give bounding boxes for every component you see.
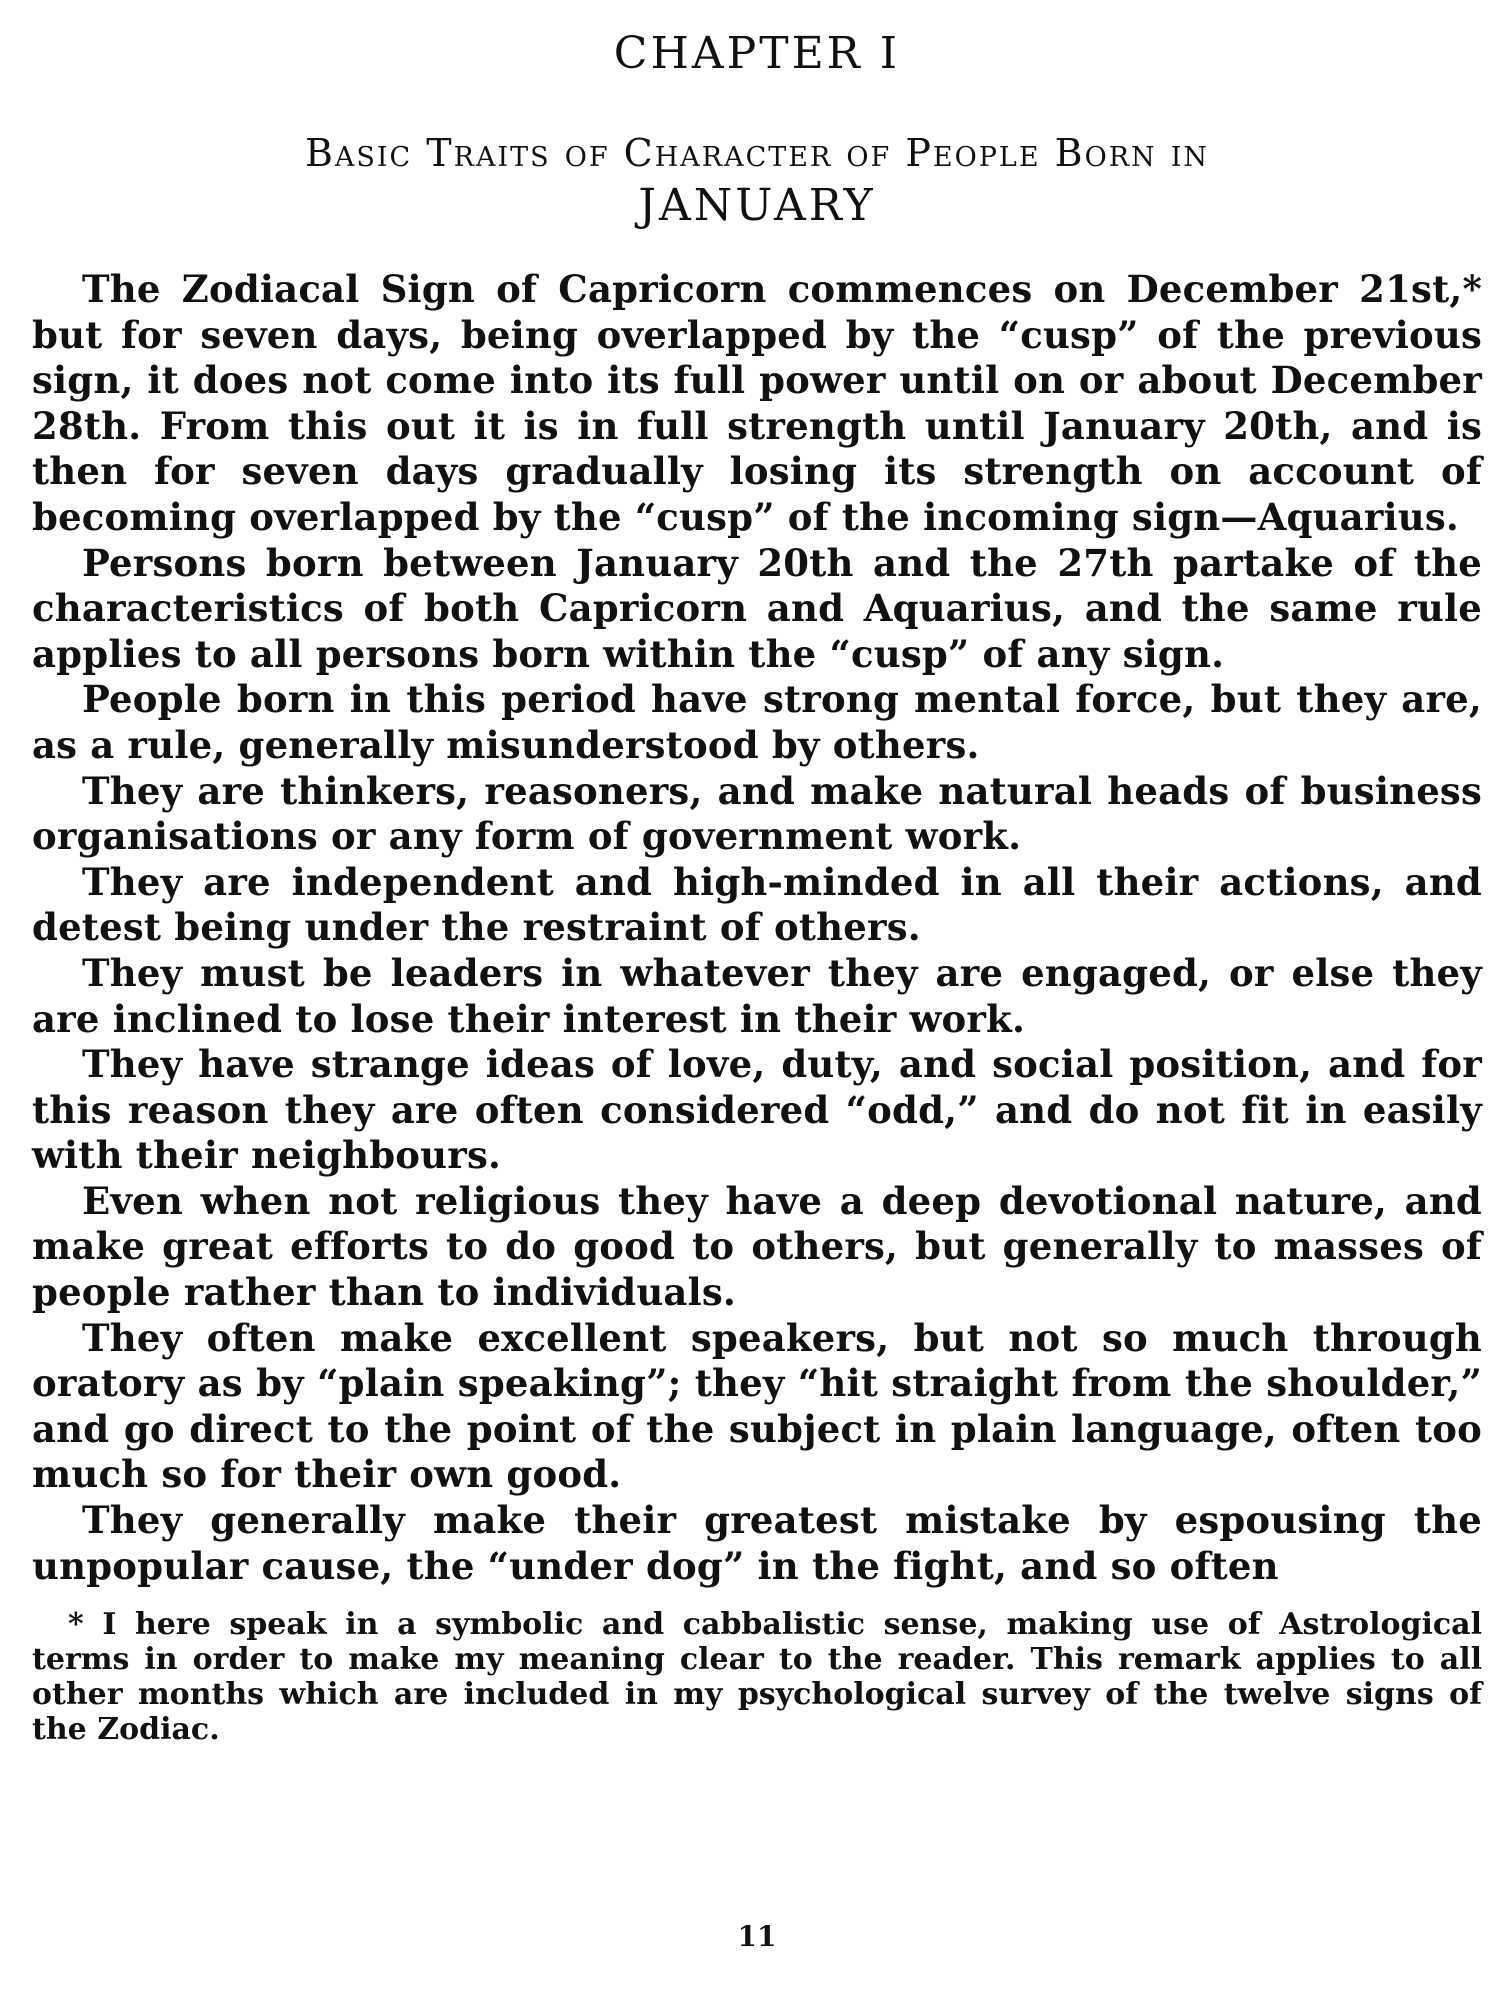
paragraph: They generally make their greatest mistake by espousing the unpopular cause, the “under dog” in the fight, and so often [32,1498,1482,1588]
footnote: * I here speak in a symbolic and cabbalistic sense, making use of Astrological terms in order to make my meaning clear to the reader. This remark applies to all other months which are included in my psychological survey of the twelve signs of the Zodiac. [32,1607,1482,1748]
paragraph: People born in this period have strong mental force, but they are, as a rule, generally misunderstood by others. [32,677,1482,767]
paragraph: The Zodiacal Sign of Capricorn commences on December 21st,* but for seven days, being overlapped by the “cusp” of the previous sign, it does not come into its full power until on or about December 28th. From this out it is in full strength until January 20th, and is then for seven days gradually losing its strength on account of becoming overlapped by the “cusp” of the incoming sign—Aquarius. [32,267,1482,539]
body-text [32,267,1482,1589]
chapter-heading: CHAPTER I [613,28,901,79]
paragraph: Persons born between January 20th and the 27th partake of the characteristics of both Capricorn and Aquarius, and the same rule applies to all persons born within the “cusp” of any sign. [32,540,1482,676]
book-page [32,20,1482,1980]
chapter-title: Basic Traits of Character of People Born in [304,131,1210,175]
page-number: 11 [737,1920,777,1953]
paragraph: They often make excellent speakers, but not so much through oratory as by “plain speaking”; they “hit straight from the shoulder,” and go direct to the point of the subject in plain language, often too much so for their own good. [32,1315,1482,1497]
paragraph: Even when not religious they have a deep devotional nature, and make great efforts to do good to others, but generally to masses of people rather than to individuals. [32,1178,1482,1315]
paragraph: They are independent and high-minded in all their actions, and detest being under the restraint of others. [32,859,1482,950]
paragraph: They are thinkers, reasoners, and make natural heads of business organisations or any form of government work. [32,768,1482,859]
paragraph: They have strange ideas of love, duty, and social position, and for this reason they are often considered “odd,” and do not fit in easily with their neighbours. [32,1042,1482,1178]
paragraph: They must be leaders in whatever they are engaged, or else they are inclined to lose their interest in their work. [32,950,1482,1041]
chapter-subtitle: JANUARY [638,180,876,231]
